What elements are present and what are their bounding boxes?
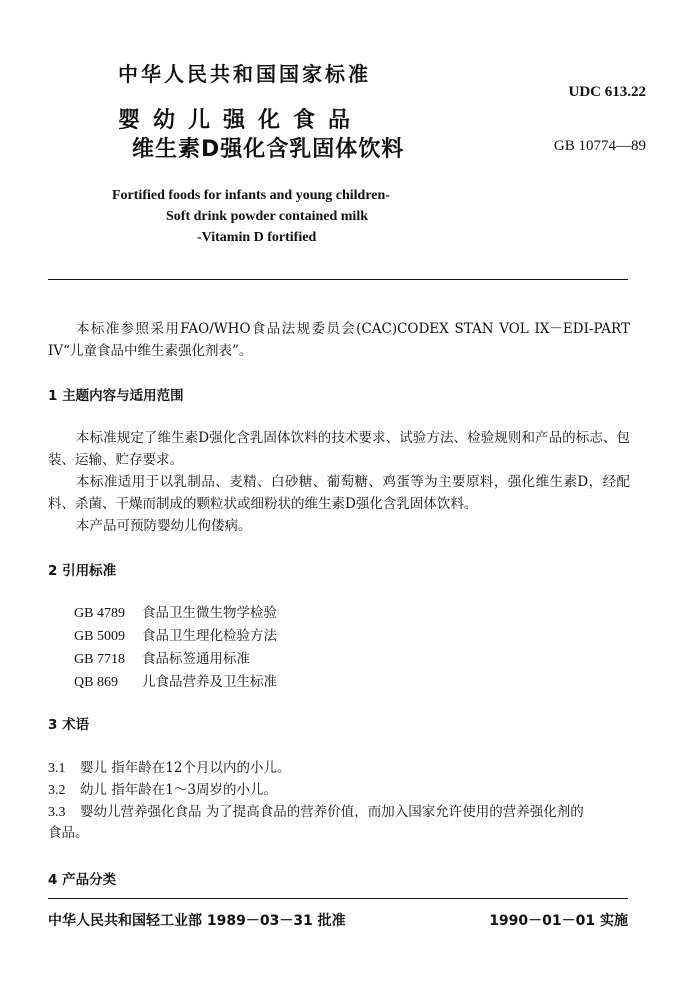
term-text: 幼儿 指年龄在1～3周岁的小儿。 xyxy=(80,782,277,798)
english-title-line2: Soft drink powder contained milk xyxy=(166,209,368,224)
intro-paragraph: 本标准参照采用FAO/WHO食品法规委员会(CAC)CODEX STAN VOL IX－EDI-PART IV“儿童食品中维生素强化剂表”。 xyxy=(48,321,630,359)
standard-organization: 中华人民共和国国家标准 xyxy=(118,62,371,86)
document-title-line2: 维生素D强化含乳固体饮料 xyxy=(132,137,405,162)
term-number: 3.2 xyxy=(48,783,66,798)
section-1-heading: 1 主题内容与适用范围 xyxy=(48,388,184,404)
term-item xyxy=(48,800,584,821)
term-continuation: 食品。 xyxy=(48,825,89,841)
section-1-paragraph-3: 本产品可预防婴幼儿佝偻病。 xyxy=(76,518,252,534)
approval-statement: 中华人民共和国轻工业部 1989－03－31 批准 xyxy=(48,913,346,929)
reference-code: GB 7718 xyxy=(74,652,125,667)
term-item xyxy=(48,778,277,799)
udc-number: UDC 613.22 xyxy=(568,84,646,100)
reference-name: 儿食品营养及卫生标准 xyxy=(142,674,277,690)
reference-item xyxy=(74,601,277,622)
term-text: 婴儿 指年龄在12个月以内的小儿。 xyxy=(80,760,291,776)
section-4-heading: 4 产品分类 xyxy=(48,872,117,888)
reference-item xyxy=(74,647,250,668)
section-2-heading: 2 引用标准 xyxy=(48,563,117,579)
english-title-line3: -Vitamin D fortified xyxy=(197,230,317,245)
term-text: 婴幼儿营养强化食品 为了提高食品的营养价值，而加入国家允许使用的营养强化剂的 xyxy=(80,804,584,820)
document-title-line1: 婴幼儿强化食品 xyxy=(118,108,364,133)
reference-code: GB 5009 xyxy=(74,629,125,644)
reference-item xyxy=(74,670,277,691)
section-1-paragraph-2: 本标准适用于以乳制品、麦精、白砂糖、葡萄糖、鸡蛋等为主要原料，强化维生素D，经配料、杀菌、干燥而制成的颗粒状或细粉状的维生素D强化含乳固体饮料。 xyxy=(48,474,630,512)
section-1-paragraph-1: 本标准规定了维生素D强化含乳固体饮料的技术要求、试验方法、检验规则和产品的标志、包装、运输、贮存要求。 xyxy=(48,430,630,468)
reference-code: GB 4789 xyxy=(74,606,125,621)
reference-name: 食品卫生理化检验方法 xyxy=(142,628,277,644)
reference-name: 食品标签通用标准 xyxy=(142,651,250,667)
gb-standard-number: GB 10774—89 xyxy=(553,138,646,154)
section-3-heading: 3 术语 xyxy=(48,717,90,733)
header-divider xyxy=(48,279,628,280)
reference-code: QB 869 xyxy=(74,675,118,690)
term-item xyxy=(48,756,290,777)
term-number: 3.1 xyxy=(48,761,66,776)
reference-item xyxy=(74,624,277,645)
reference-name: 食品卫生微生物学检验 xyxy=(142,605,277,621)
english-title-line1: Fortified foods for infants and young children- xyxy=(112,188,390,203)
term-number: 3.3 xyxy=(48,805,66,820)
footer-divider xyxy=(48,898,628,899)
effective-date-statement: 1990－01－01 实施 xyxy=(489,913,628,929)
